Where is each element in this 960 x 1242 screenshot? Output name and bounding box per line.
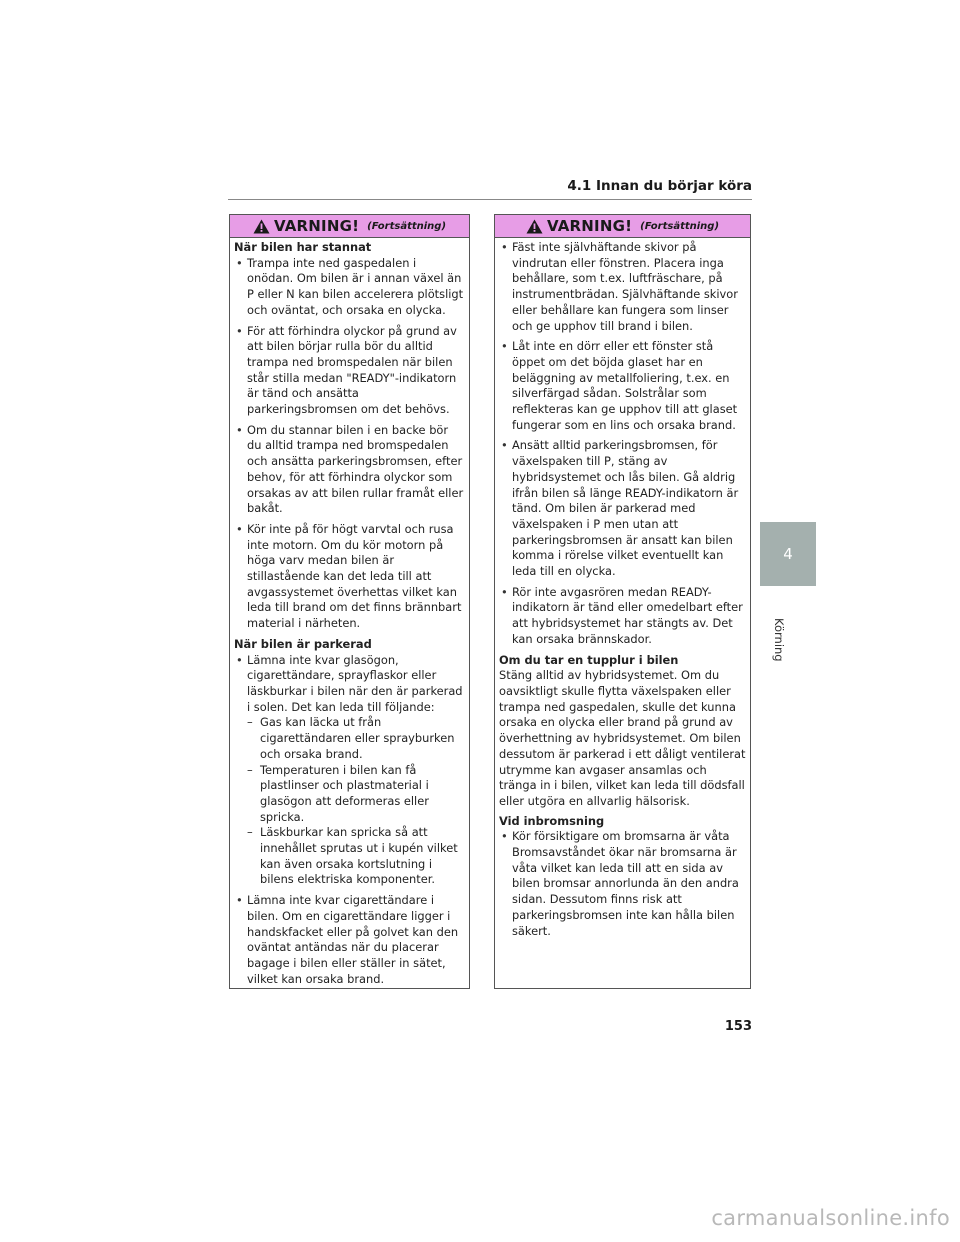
list-item: • Om du stannar bilen i en backe bör du alltid trampa ned bromspedalen och ansätta parkeringsbromsen, efter behov, för att förhindra olyckor som orsakas av att bilen rullar framåt eller bakåt. <box>234 423 465 517</box>
warning-triangle-icon <box>253 219 270 234</box>
page-number: 153 <box>724 1019 752 1034</box>
list-item: • Trampa inte ned gaspedalen i onödan. Om bilen är i annan växel än P eller N kan bilen accelerera plötsligt och oväntat, och orsaka en olycka. <box>234 256 465 319</box>
continued-label: (Fortsättning) <box>640 220 720 232</box>
list-item: • För att förhindra olyckor på grund av att bilen börjar rulla bör du alltid trampa ned bromspedalen när bilen står stilla medan "READY"-indikatorn är tänd och ansätta parkeringsbromsen om det behövs. <box>234 324 465 418</box>
list-item: • Ansätt alltid parkeringsbromsen, för växelspaken till P, stäng av hybridsystemet och lås bilen. Gå aldrig ifrån bilen så länge READY-indikatorn är tänd. Om bilen är parkerad med växelspaken i P men utan att parkeringsbromsen är ansatt kan bilen komma i rörelse vilket eventuellt kan leda till en olycka. <box>499 438 746 579</box>
sub-list-item: – Läskburkar kan spricka så att innehållet sprutas ut i kupén vilket kan även orsaka kortslutning i bilens elektriska komponenter. <box>247 825 465 888</box>
list-item: • Fäst inte självhäftande skivor på vindrutan eller fönstren. Placera inga behållare, som t.ex. luftfräschare, på instrumentbrädan. Självhäftande skivor eller behållare kan fungera som linser och ge upphov till brand i bilen. <box>499 240 746 334</box>
sub-list-item: – Temperaturen i bilen kan få plastlinser och plastmaterial i glasögon att deformeras eller spricka. <box>247 763 465 826</box>
warning-box-left <box>229 214 470 989</box>
warning-label: VARNING! <box>546 217 633 235</box>
section-heading: Om du tar en tupplur i bilen <box>499 652 679 667</box>
header-divider <box>228 199 752 200</box>
section-heading: Vid inbromsning <box>499 813 605 828</box>
list-item <box>234 653 465 889</box>
warning-box-right <box>494 214 751 989</box>
list-item: • Låt inte en dörr eller ett fönster stå öppet om det böjda glaset har en beläggning av metallfoliering, t.ex. en silverfärgad sådan. Solstrålar som reflekteras kan ge upphov till att glaset fungerar som en lins och orsaka brand. <box>499 339 746 433</box>
continued-label: (Fortsättning) <box>367 220 447 232</box>
chapter-tab: 4 <box>760 522 816 586</box>
section-title: 4.1 Innan du börjar köra <box>567 178 752 194</box>
warning-label: VARNING! <box>273 217 360 235</box>
paragraph: Stäng alltid av hybridsystemet. Om du oavsiktligt skulle flytta växelspaken eller trampa ned gaspedalen, skulle det kunna orsaka en olycka eller brand på grund av överhettning av hybridsystemet. Om bilen dessutom är parkerad i ett dåligt ventilerat utrymme kan avgaser ansamlas och tränga in i bilen, vilket kan leda till dödsfall eller utgöra en allvarlig hälsorisk. <box>499 668 746 808</box>
list-item: • Lämna inte kvar cigarettändare i bilen. Om en cigarettändare ligger i handskfacket eller på golvet kan den oväntat antändas när du placerar bagage i bilen eller ställer in sätet, vilket kan orsaka brand. <box>234 893 465 987</box>
watermark: carmanualsonline.info <box>711 1206 950 1230</box>
list-item: • Kör försiktigare om bromsarna är våta Bromsavståndet ökar när bromsarna är våta vilket kan leda till att en sida av bilen bromsar annorlunda än den andra sidan. Dessutom finns risk att parkeringsbromsen inte kan hålla bilen säkert. <box>499 829 746 939</box>
list-item-text: Lämna inte kvar glasögon, cigarettändare, sprayflaskor eller läskburkar i bilen när den är parkerad i solen. Det kan leda till följande: <box>247 652 463 714</box>
section-heading: När bilen är parkerad <box>234 636 372 651</box>
warning-header <box>230 215 469 238</box>
list-item: • Kör inte på för högt varvtal och rusa inte motorn. Om du kör motorn på höga varv medan bilen är stillastående kan det leda till att avgassystemet överhettas vilket kan leda till brand om det finns brännbart material i närheten. <box>234 522 465 632</box>
sub-list-item: – Gas kan läcka ut från cigarettändaren eller sprayburken och orsaka brand. <box>247 715 465 762</box>
list-item: • Rör inte avgasrören medan READY-indikatorn är tänd eller omedelbart efter att hybridsystemet har stängts av. Det kan orsaka brännskador. <box>499 585 746 648</box>
warning-triangle-icon <box>526 219 543 234</box>
section-heading: När bilen har stannat <box>234 240 372 254</box>
warning-header <box>495 215 750 238</box>
chapter-label-text: Körning <box>772 618 786 662</box>
